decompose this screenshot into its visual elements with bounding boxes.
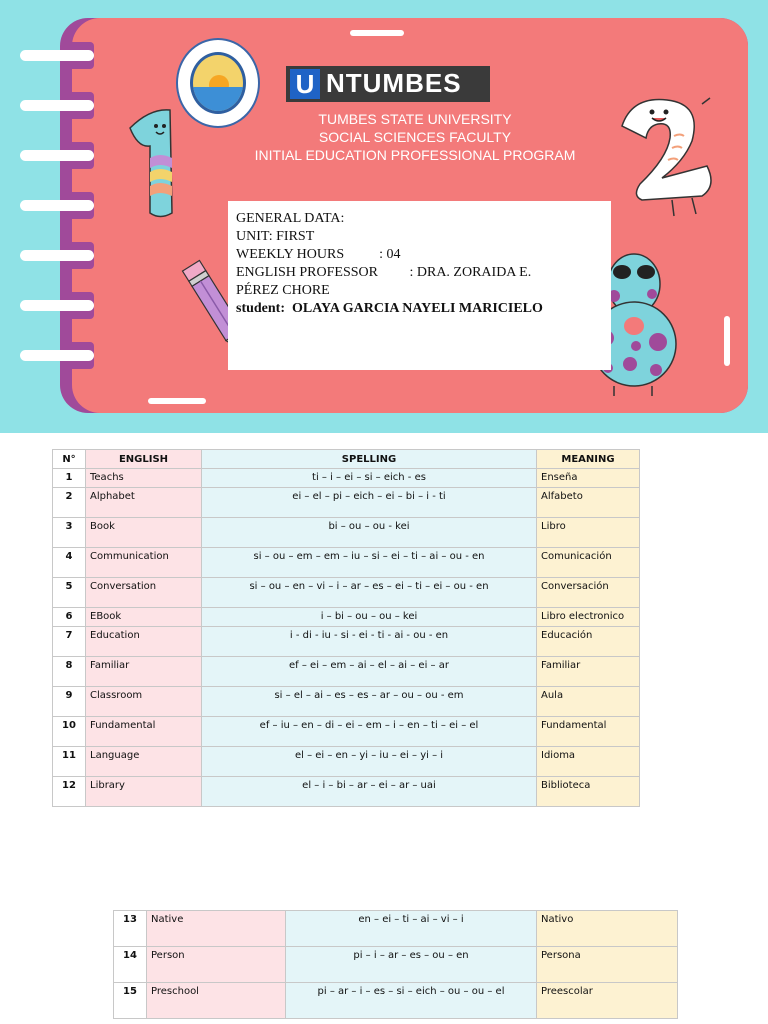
table-row xyxy=(53,469,640,488)
program-name: INITIAL EDUCATION PROFESSIONAL PROGRAM xyxy=(254,147,576,163)
cell-meaning xyxy=(537,747,640,777)
cell-number xyxy=(53,747,86,777)
cell-english xyxy=(86,657,202,687)
table-header-row xyxy=(53,450,640,469)
table-row xyxy=(53,747,640,777)
cell-meaning-text: Fundamental xyxy=(541,720,607,731)
table-body xyxy=(53,469,640,807)
logo-text: NTUMBES xyxy=(326,68,462,98)
spiral-ring-icon xyxy=(20,50,94,61)
spiral-ring-icon xyxy=(20,200,94,211)
table-body xyxy=(114,911,678,1019)
number-one-icon xyxy=(120,108,190,228)
cell-number xyxy=(53,608,86,627)
table-row xyxy=(53,578,640,608)
cell-spelling xyxy=(202,578,537,608)
cell-spelling xyxy=(202,657,537,687)
cell-meaning xyxy=(537,488,640,518)
cell-spelling-text: ef – ei – em – ai – el – ai – ei – ar xyxy=(289,660,449,671)
cell-meaning xyxy=(537,518,640,548)
cell-meaning xyxy=(537,717,640,747)
cell-english xyxy=(86,548,202,578)
cell-meaning-text: Biblioteca xyxy=(541,780,591,791)
dash-decoration xyxy=(148,398,206,404)
cell-spelling-text: en – ei – ti – ai – vi – i xyxy=(358,914,464,925)
cell-meaning xyxy=(537,608,640,627)
cell-spelling xyxy=(202,627,537,657)
cell-meaning-text: Conversación xyxy=(541,581,609,592)
cell-number-text: 10 xyxy=(62,720,76,731)
cell-number-text: 14 xyxy=(123,950,137,961)
table-row xyxy=(53,627,640,657)
cell-spelling xyxy=(202,608,537,627)
table-row xyxy=(53,548,640,578)
cell-number xyxy=(53,518,86,548)
cell-english-text: Communication xyxy=(90,551,169,562)
cell-meaning xyxy=(537,947,678,983)
cell-number xyxy=(53,657,86,687)
cell-number-text: 11 xyxy=(62,750,76,761)
cell-spelling xyxy=(286,911,537,947)
cell-english xyxy=(147,911,286,947)
professor-line: ENGLISH PROFESSOR : DRA. ZORAIDA E. xyxy=(236,265,532,280)
cell-spelling xyxy=(202,717,537,747)
cell-number-text: 1 xyxy=(65,472,73,483)
spiral-ring-icon xyxy=(20,350,94,361)
cell-meaning-text: Nativo xyxy=(541,914,574,925)
cover-banner xyxy=(0,0,768,433)
cell-english xyxy=(86,687,202,717)
cell-english-text: Conversation xyxy=(90,581,157,592)
cell-number-text: 5 xyxy=(65,581,73,592)
cell-english-text: Teachs xyxy=(90,472,124,483)
cell-spelling-text: ef – iu – en – di – ei – em – i – en – ti – ei – el xyxy=(259,720,479,731)
cell-spelling xyxy=(202,469,537,488)
cell-english xyxy=(86,469,202,488)
cell-meaning-text: Aula xyxy=(541,690,564,701)
cell-english-text: Familiar xyxy=(90,660,130,671)
cell-english xyxy=(86,578,202,608)
cell-number xyxy=(114,911,147,947)
table-row xyxy=(53,687,640,717)
table-row xyxy=(53,518,640,548)
cell-meaning-text: Idioma xyxy=(541,750,576,761)
table-row xyxy=(53,657,640,687)
cell-number xyxy=(114,947,147,983)
cell-english-text: Language xyxy=(90,750,140,761)
cell-spelling xyxy=(286,983,537,1019)
table-row xyxy=(114,911,678,947)
cell-number xyxy=(53,578,86,608)
cell-spelling xyxy=(202,687,537,717)
cell-meaning-text: Libro xyxy=(541,521,566,532)
cell-number-text: 15 xyxy=(123,986,137,997)
cell-spelling-text: si – ou – em – em – iu – si – ei – ti – ai – ou - en xyxy=(253,551,485,562)
table-row xyxy=(53,608,640,627)
spiral-ring-icon xyxy=(20,250,94,261)
cell-spelling-text: pi – i – ar – es – ou – en xyxy=(353,950,469,961)
cell-number xyxy=(53,488,86,518)
cell-spelling-text: si – el – ai – es – es – ar – ou – ou - em xyxy=(274,690,464,701)
cell-spelling xyxy=(202,777,537,807)
cell-english-text: Education xyxy=(90,630,140,641)
untumbes-logo xyxy=(286,66,490,102)
cell-meaning-text: Libro electronico xyxy=(541,611,625,622)
cell-number xyxy=(53,687,86,717)
vocabulary-table xyxy=(52,449,640,807)
cell-meaning-text: Alfabeto xyxy=(541,491,583,502)
table-row xyxy=(53,717,640,747)
cell-spelling-text: si – ou – en – vi – i – ar – es – ei – ti – ei – ou - en xyxy=(249,581,489,592)
cell-spelling xyxy=(202,518,537,548)
dash-decoration xyxy=(724,316,730,366)
cell-number-text: 6 xyxy=(65,611,73,622)
cell-spelling-text: i – bi – ou – ou – kei xyxy=(320,611,418,622)
cell-english xyxy=(147,947,286,983)
cell-spelling-text: pi – ar – i – es – si – eich – ou – ou – el xyxy=(317,986,505,997)
cell-english xyxy=(86,627,202,657)
cell-english-text: Native xyxy=(151,914,184,925)
cell-meaning-text: Familiar xyxy=(541,660,581,671)
table-row xyxy=(53,777,640,807)
cell-english-text: Library xyxy=(90,780,125,791)
cell-number xyxy=(53,627,86,657)
cell-english xyxy=(86,717,202,747)
cell-english xyxy=(86,488,202,518)
cell-meaning xyxy=(537,983,678,1019)
cell-meaning xyxy=(537,578,640,608)
cell-number-text: 9 xyxy=(65,690,73,701)
cell-english-text: Preschool xyxy=(151,986,199,997)
cell-english xyxy=(86,518,202,548)
cell-meaning xyxy=(537,687,640,717)
cell-meaning-text: Comunicación xyxy=(541,551,612,562)
cell-meaning-text: Persona xyxy=(541,950,581,961)
header-english: ENGLISH xyxy=(86,450,202,469)
table-row xyxy=(53,488,640,518)
cell-spelling xyxy=(202,747,537,777)
dash-decoration xyxy=(350,30,404,36)
number-two-icon xyxy=(612,96,722,220)
header-spelling: SPELLING xyxy=(202,450,537,469)
cell-number-text: 7 xyxy=(65,630,73,641)
general-data-box xyxy=(228,201,611,370)
spiral-ring-icon xyxy=(20,150,94,161)
cell-meaning xyxy=(537,548,640,578)
cell-english xyxy=(147,983,286,1019)
cell-english xyxy=(86,608,202,627)
cell-number-text: 13 xyxy=(123,914,137,925)
cell-meaning xyxy=(537,627,640,657)
cell-number xyxy=(53,469,86,488)
cell-number xyxy=(53,777,86,807)
cell-meaning xyxy=(537,777,640,807)
vocabulary-table-continued xyxy=(113,910,678,1019)
cell-number-text: 2 xyxy=(65,491,73,502)
cell-english-text: Fundamental xyxy=(90,720,156,731)
cell-english-text: EBook xyxy=(90,611,122,622)
cell-number xyxy=(114,983,147,1019)
cell-spelling-text: el – i – bi – ar – ei – ar – uai xyxy=(302,780,436,791)
cell-spelling-text: ti – i – ei – si – eich - es xyxy=(312,472,426,483)
cell-number xyxy=(53,548,86,578)
spiral-ring-icon xyxy=(20,100,94,111)
cell-number xyxy=(53,717,86,747)
table-row xyxy=(114,983,678,1019)
unit-line: UNIT: FIRST xyxy=(236,229,315,244)
cell-meaning-text: Enseña xyxy=(541,472,578,483)
cell-meaning-text: Preescolar xyxy=(541,986,593,997)
cell-english-text: Person xyxy=(151,950,185,961)
cell-number-text: 12 xyxy=(62,780,76,791)
cell-number-text: 8 xyxy=(65,660,73,671)
table-row xyxy=(114,947,678,983)
cell-spelling xyxy=(202,548,537,578)
cell-english xyxy=(86,777,202,807)
spiral-ring-icon xyxy=(20,300,94,311)
cell-number-text: 3 xyxy=(65,521,73,532)
weekly-hours-line: WEEKLY HOURS : 04 xyxy=(236,247,401,262)
cell-spelling-text: bi – ou – ou - kei xyxy=(328,521,410,532)
cell-english-text: Alphabet xyxy=(90,491,135,502)
cell-spelling-text: i - di - iu - si - ei - ti - ai - ou - en xyxy=(289,630,449,641)
faculty-name: SOCIAL SCIENCES FACULTY xyxy=(318,129,512,145)
cell-spelling xyxy=(286,947,537,983)
header-number: N° xyxy=(53,450,86,469)
cell-english-text: Classroom xyxy=(90,690,143,701)
cell-meaning-text: Educación xyxy=(541,630,593,641)
student-line: student: OLAYA GARCIA NAYELI MARICIELO xyxy=(236,301,543,316)
cell-english xyxy=(86,747,202,777)
header-meaning: MEANING xyxy=(537,450,640,469)
professor-line-continued: PÉREZ CHORE xyxy=(236,283,330,298)
cell-number-text: 4 xyxy=(65,551,73,562)
cell-spelling-text: el – ei – en – yi – iu – ei – yi – i xyxy=(294,750,444,761)
cell-meaning xyxy=(537,911,678,947)
logo-letter: U xyxy=(290,69,320,99)
cell-meaning xyxy=(537,657,640,687)
university-name: TUMBES STATE UNIVERSITY xyxy=(318,111,512,127)
cell-spelling xyxy=(202,488,537,518)
cell-meaning xyxy=(537,469,640,488)
general-data-title: GENERAL DATA: xyxy=(236,211,345,226)
cell-english-text: Book xyxy=(90,521,115,532)
cell-spelling-text: ei – el – pi – eich – ei – bi – i - ti xyxy=(292,491,446,502)
